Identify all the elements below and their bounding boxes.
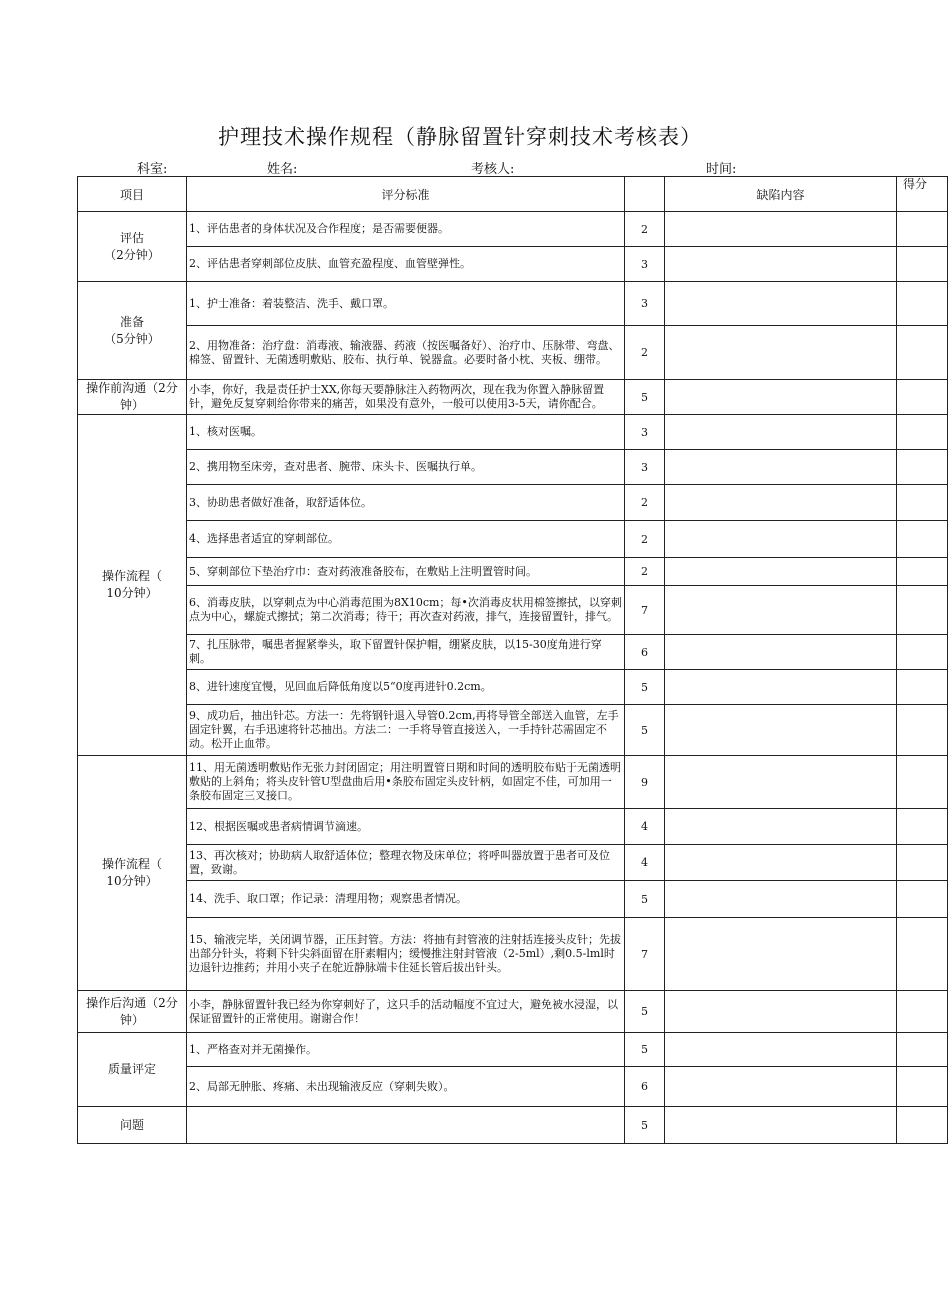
criteria-cell: 9、成功后，抽出针芯。方法一：先将钢针退入导管0.2cm,再将导管全部送入血管，左手固定针翼，右手迅速将针芯抽出。方法二：一手将导管直接送入，一手持针芯需固定不动。松开止血带。: [187, 705, 625, 756]
defect-cell[interactable]: [665, 881, 897, 918]
points-cell[interactable]: [897, 247, 948, 282]
table-row: [78, 635, 948, 670]
criteria-cell: 8、进针速度宜慢，见回血后降低角度以5“0度再进针0.2cm。: [187, 670, 625, 705]
table-row: [78, 558, 948, 586]
points-cell[interactable]: [897, 450, 948, 485]
points-cell[interactable]: [897, 558, 948, 586]
points-cell[interactable]: [897, 705, 948, 756]
defect-cell[interactable]: [665, 247, 897, 282]
score-cell: 2: [625, 485, 665, 521]
criteria-cell: 11、用无菌透明敷贴作无张力封闭固定；用注明置管日期和时间的透明胶布贴于无菌透明敷贴的上斜角；将头皮针管U型盘曲后用•条胶布固定头皮针柄，如固定不佳，可加用一条胶布固定三叉接口。: [187, 756, 625, 809]
score-cell: 2: [625, 212, 665, 247]
score-cell: 2: [625, 326, 665, 380]
score-cell: 6: [625, 635, 665, 670]
dept-label: 科室:: [137, 162, 168, 177]
score-cell: 2: [625, 558, 665, 586]
score-cell: 5: [625, 705, 665, 756]
table-body: [78, 212, 948, 1144]
criteria-cell: 6、消毒皮肤，以穿刺点为中心消毒范围为8X10cm；每•次消毒皮状用棉签擦拭，以穿刺点为中心，螺旋式擦拭；第二次消毒；待干；再次查对药液，排气，连接留置针，排气。: [187, 586, 625, 635]
table-row: [78, 881, 948, 918]
defect-cell[interactable]: [665, 380, 897, 415]
points-cell[interactable]: [897, 1033, 948, 1067]
table-row: [78, 380, 948, 415]
criteria-cell: 3、协助患者做好准备，取舒适体位。: [187, 485, 625, 521]
points-cell[interactable]: [897, 991, 948, 1033]
examiner-label: 考核人:: [471, 162, 515, 177]
project-cell: 问题: [78, 1107, 187, 1144]
criteria-cell: 15、输液完毕，关闭调节器，正压封管。方法：将抽有封管液的注射括连接头皮针；先拔出部分针头，将剩下针尖斜面留在肝素帽内；缓慢推注射封管液（2-5ml）,剩0.5-lml时边退针边推药；并用小夹子在鸵近静脉端卡住延长管后拔出针头。: [187, 918, 625, 991]
defect-cell[interactable]: [665, 1033, 897, 1067]
defect-cell[interactable]: [665, 485, 897, 521]
table-row: [78, 1033, 948, 1067]
table-row: [78, 1107, 948, 1144]
table-row: [78, 326, 948, 380]
project-cell: 操作流程（ 10分钟）: [78, 756, 187, 991]
criteria-cell: 5、穿刺部位下垫治疗巾：查对药液准备胶布，在敷贴上注明置管时间。: [187, 558, 625, 586]
score-cell: 3: [625, 415, 665, 450]
table-row: [78, 415, 948, 450]
points-cell[interactable]: [897, 415, 948, 450]
points-cell[interactable]: [897, 1107, 948, 1144]
score-cell: 3: [625, 450, 665, 485]
name-label: 姓名:: [267, 162, 298, 177]
score-cell: 5: [625, 670, 665, 705]
criteria-cell: 4、选择患者适宜的穿刺部位。: [187, 521, 625, 558]
points-cell[interactable]: [897, 845, 948, 881]
criteria-cell: 1、护士准备：着装整洁、洗手、戴口罩。: [187, 282, 625, 326]
points-cell[interactable]: [897, 635, 948, 670]
defect-cell[interactable]: [665, 670, 897, 705]
points-cell[interactable]: [897, 212, 948, 247]
points-cell[interactable]: [897, 670, 948, 705]
time-label: 时间:: [706, 162, 737, 177]
score-cell: 7: [625, 918, 665, 991]
criteria-cell: 小李，静脉留置针我已经为你穿刺好了，这只手的活动幅度不宜过大，避免被水浸湿，以保证留置针的正常使用。谢谢合作！: [187, 991, 625, 1033]
criteria-cell: [187, 1107, 625, 1144]
table-row: [78, 282, 948, 326]
criteria-cell: 12、根据医嘱或患者病情调节滴速。: [187, 809, 625, 845]
project-cell: 操作后沟通（2分钟）: [78, 991, 187, 1033]
project-cell: 评估 （2分钟）: [78, 212, 187, 282]
defect-cell[interactable]: [665, 415, 897, 450]
page-title: 护理技术操作规程（静脉留置针穿刺技术考核表）: [218, 125, 702, 149]
defect-cell[interactable]: [665, 212, 897, 247]
score-cell: 5: [625, 380, 665, 415]
table-row: [78, 212, 948, 247]
score-cell: 3: [625, 247, 665, 282]
table-row: [78, 485, 948, 521]
points-cell[interactable]: [897, 1067, 948, 1107]
score-cell: 5: [625, 1033, 665, 1067]
table-row: [78, 670, 948, 705]
points-cell[interactable]: [897, 809, 948, 845]
criteria-cell: 小李，你好，我是责任护士XX,你每天要静脉注入药物两次，现在我为你置入静脉留置针，避免反复穿刺给你带来的痛苦，如果没有意外，一般可以使用3-5天，请你配合。: [187, 380, 625, 415]
score-cell: 2: [625, 521, 665, 558]
criteria-cell: 2、携用物至床旁，查对患者、腕带、床头卡、医嘱执行单。: [187, 450, 625, 485]
table-row: [78, 918, 948, 991]
table-row: [78, 521, 948, 558]
col-project-header: 项目: [78, 177, 187, 212]
table-row: [78, 991, 948, 1033]
points-cell[interactable]: [897, 282, 948, 326]
criteria-cell: 2、局部无肿胀、疼痛、未出现输液反应（穿刺失败）。: [187, 1067, 625, 1107]
criteria-cell: 1、评估患者的身体状况及合作程度；是否需要便器。: [187, 212, 625, 247]
criteria-cell: 2、用物准备：治疗盘：消毒液、输液器、药液（按医嘱备好）、治疗巾、压脉带、弯盘、棉签、留置针、无菌透明敷贴、胶布、执行单、锐器盒。必要时备小枕、夹板、绷带。: [187, 326, 625, 380]
defect-cell[interactable]: [665, 558, 897, 586]
defect-cell[interactable]: [665, 1107, 897, 1144]
project-cell: 操作前沟通（2分钟）: [78, 380, 187, 415]
defect-cell[interactable]: [665, 326, 897, 380]
table-row: [78, 705, 948, 756]
score-cell: 5: [625, 881, 665, 918]
table-row: [78, 247, 948, 282]
score-cell: 4: [625, 809, 665, 845]
criteria-cell: 7、扎压脉带，嘱患者握紧拳头，取下留置针保护帽，绷紧皮肤，以15-30度角进行穿刺。: [187, 635, 625, 670]
table-row: [78, 756, 948, 809]
score-cell: 5: [625, 1107, 665, 1144]
score-cell: 7: [625, 586, 665, 635]
score-cell: 9: [625, 756, 665, 809]
defect-cell[interactable]: [665, 521, 897, 558]
score-cell: 3: [625, 282, 665, 326]
defect-cell[interactable]: [665, 1067, 897, 1107]
criteria-cell: 14、洗手、取口罩；作记录：清理用物；观察患者情况。: [187, 881, 625, 918]
table-row: [78, 809, 948, 845]
table-row: [78, 586, 948, 635]
defect-cell[interactable]: [665, 845, 897, 881]
col-defect-header: 缺陷内容: [665, 177, 897, 212]
points-cell[interactable]: [897, 380, 948, 415]
project-cell: 质量评定: [78, 1033, 187, 1107]
project-cell: 准备 （5分钟）: [78, 282, 187, 380]
points-cell[interactable]: [897, 521, 948, 558]
points-cell[interactable]: [897, 485, 948, 521]
defect-cell[interactable]: [665, 991, 897, 1033]
score-cell: 6: [625, 1067, 665, 1107]
col-criteria-header: 评分标准: [187, 177, 625, 212]
score-cell: 5: [625, 991, 665, 1033]
defect-cell[interactable]: [665, 586, 897, 635]
points-cell[interactable]: [897, 881, 948, 918]
points-cell[interactable]: [897, 326, 948, 380]
defect-cell[interactable]: [665, 282, 897, 326]
criteria-cell: 1、严格查对并无菌操作。: [187, 1033, 625, 1067]
project-cell: 操作流程（ 10分钟）: [78, 415, 187, 756]
points-cell[interactable]: [897, 918, 948, 991]
defect-cell[interactable]: [665, 450, 897, 485]
defect-cell[interactable]: [665, 635, 897, 670]
defect-cell[interactable]: [665, 705, 897, 756]
criteria-cell: 13、再次核对；协助病人取舒适体位；整理衣物及床单位；将呼叫器放置于患者可及位置，致谢。: [187, 845, 625, 881]
defect-cell[interactable]: [665, 756, 897, 809]
points-cell[interactable]: [897, 756, 948, 809]
col-score-header: [625, 177, 665, 212]
defect-cell[interactable]: [665, 809, 897, 845]
table-row: [78, 1067, 948, 1107]
score-cell: 4: [625, 845, 665, 881]
criteria-cell: 1、核对医嘱。: [187, 415, 625, 450]
table-row: [78, 845, 948, 881]
defect-cell[interactable]: [665, 918, 897, 991]
table-header-row: [78, 177, 948, 212]
col-points-header: 得分: [897, 177, 948, 212]
criteria-cell: 2、评估患者穿刺部位皮肤、血管充盈程度、血管壁弹性。: [187, 247, 625, 282]
assessment-table: [77, 176, 948, 1144]
table-row: [78, 450, 948, 485]
points-cell[interactable]: [897, 586, 948, 635]
